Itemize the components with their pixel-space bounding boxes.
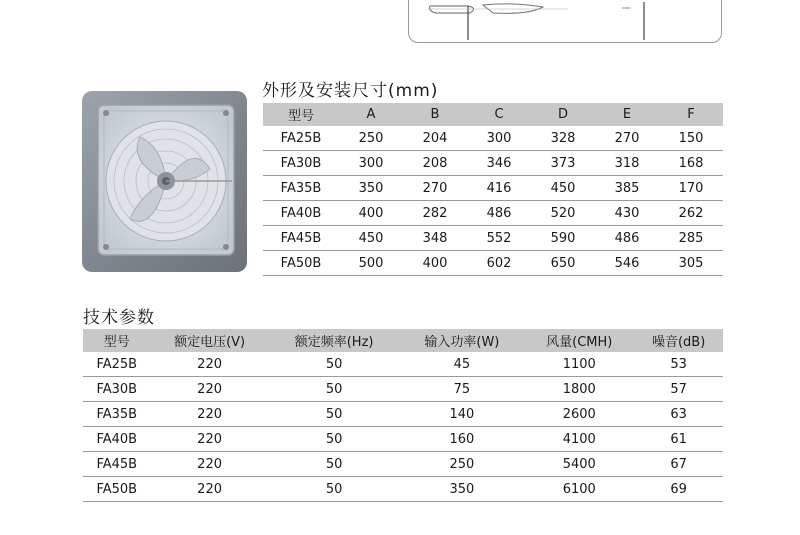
table-cell: 346 [467, 151, 531, 176]
model-cell: FA45B [263, 226, 339, 251]
table-cell: 486 [595, 226, 659, 251]
table-cell: 5400 [524, 452, 634, 477]
table-row [263, 176, 723, 201]
table-row [83, 427, 723, 452]
table-row [83, 402, 723, 427]
table-cell: 220 [151, 452, 269, 477]
table-cell: 61 [634, 427, 723, 452]
column-header: 额定频率(Hz) [269, 329, 400, 352]
table-row [263, 251, 723, 276]
column-header: 型号 [263, 103, 339, 126]
model-cell: FA40B [263, 201, 339, 226]
table-cell: 300 [339, 151, 403, 176]
table-cell: 328 [531, 126, 595, 151]
table-cell: 150 [659, 126, 723, 151]
table-cell: 53 [634, 352, 723, 377]
table-cell: 590 [531, 226, 595, 251]
column-header: 输入功率(W) [400, 329, 525, 352]
table-cell: 220 [151, 402, 269, 427]
table-cell: 300 [467, 126, 531, 151]
column-header: E [595, 103, 659, 126]
table-cell: 63 [634, 402, 723, 427]
table-cell: 45 [400, 352, 525, 377]
table-cell: 50 [269, 477, 400, 502]
table-cell: 1800 [524, 377, 634, 402]
table-header-row [83, 329, 723, 352]
table-row [263, 126, 723, 151]
table-cell: 57 [634, 377, 723, 402]
table-cell: 270 [595, 126, 659, 151]
table-cell: 400 [339, 201, 403, 226]
table-cell: 416 [467, 176, 531, 201]
table-row [83, 352, 723, 377]
table-cell: 220 [151, 377, 269, 402]
table-cell: 208 [403, 151, 467, 176]
table-cell: 250 [339, 126, 403, 151]
table-cell: 220 [151, 352, 269, 377]
column-header: 噪音(dB) [634, 329, 723, 352]
table-cell: 170 [659, 176, 723, 201]
table-row [83, 452, 723, 477]
table-cell: 552 [467, 226, 531, 251]
table-cell: 350 [400, 477, 525, 502]
table-cell: 6100 [524, 477, 634, 502]
table-cell: 500 [339, 251, 403, 276]
table-cell: 486 [467, 201, 531, 226]
table-cell: 430 [595, 201, 659, 226]
table-cell: 385 [595, 176, 659, 201]
table-cell: 4100 [524, 427, 634, 452]
table-cell: 50 [269, 402, 400, 427]
table-cell: 450 [531, 176, 595, 201]
table-cell: 220 [151, 427, 269, 452]
table-cell: 400 [403, 251, 467, 276]
table-cell: 204 [403, 126, 467, 151]
table-cell: 318 [595, 151, 659, 176]
model-cell: FA45B [83, 452, 151, 477]
table-cell: 602 [467, 251, 531, 276]
table-cell: 50 [269, 427, 400, 452]
table-cell: 2600 [524, 402, 634, 427]
dimensions-table [263, 103, 723, 276]
table-cell: 250 [400, 452, 525, 477]
table-cell: 350 [339, 176, 403, 201]
model-cell: FA35B [83, 402, 151, 427]
table-cell: 160 [400, 427, 525, 452]
fan-product-image [82, 91, 247, 272]
table-cell: 520 [531, 201, 595, 226]
table-cell: 373 [531, 151, 595, 176]
model-cell: FA25B [83, 352, 151, 377]
table-cell: 546 [595, 251, 659, 276]
table-cell: 50 [269, 377, 400, 402]
table-cell: 650 [531, 251, 595, 276]
table-row [83, 377, 723, 402]
table-cell: 305 [659, 251, 723, 276]
model-cell: FA30B [83, 377, 151, 402]
tech-params-table [83, 329, 723, 502]
column-header: D [531, 103, 595, 126]
column-header: 风量(CMH) [524, 329, 634, 352]
dimensions-title: 外形及安装尺寸(mm) [262, 81, 439, 101]
table-row [263, 226, 723, 251]
column-header: B [403, 103, 467, 126]
table-cell: 75 [400, 377, 525, 402]
table-row [83, 477, 723, 502]
table-cell: 220 [151, 477, 269, 502]
table-cell: 285 [659, 226, 723, 251]
model-cell: FA50B [83, 477, 151, 502]
table-cell: 282 [403, 201, 467, 226]
table-cell: 67 [634, 452, 723, 477]
model-cell: FA35B [263, 176, 339, 201]
tech-params-title: 技术参数 [83, 308, 155, 328]
model-cell: FA30B [263, 151, 339, 176]
table-cell: 50 [269, 352, 400, 377]
table-cell: 140 [400, 402, 525, 427]
table-cell: 262 [659, 201, 723, 226]
model-cell: FA40B [83, 427, 151, 452]
table-cell: 270 [403, 176, 467, 201]
column-header: 型号 [83, 329, 151, 352]
table-cell: 50 [269, 452, 400, 477]
table-cell: 450 [339, 226, 403, 251]
table-header-row [263, 103, 723, 126]
column-header: A [339, 103, 403, 126]
table-cell: 1100 [524, 352, 634, 377]
table-cell: 168 [659, 151, 723, 176]
model-cell: FA50B [263, 251, 339, 276]
installation-diagram [408, 0, 722, 43]
column-header: C [467, 103, 531, 126]
table-row [263, 151, 723, 176]
table-cell: 69 [634, 477, 723, 502]
column-header: 额定电压(V) [151, 329, 269, 352]
column-header: F [659, 103, 723, 126]
model-cell: FA25B [263, 126, 339, 151]
exhaust-fan-illustration [82, 91, 247, 272]
table-cell: 348 [403, 226, 467, 251]
table-row [263, 201, 723, 226]
